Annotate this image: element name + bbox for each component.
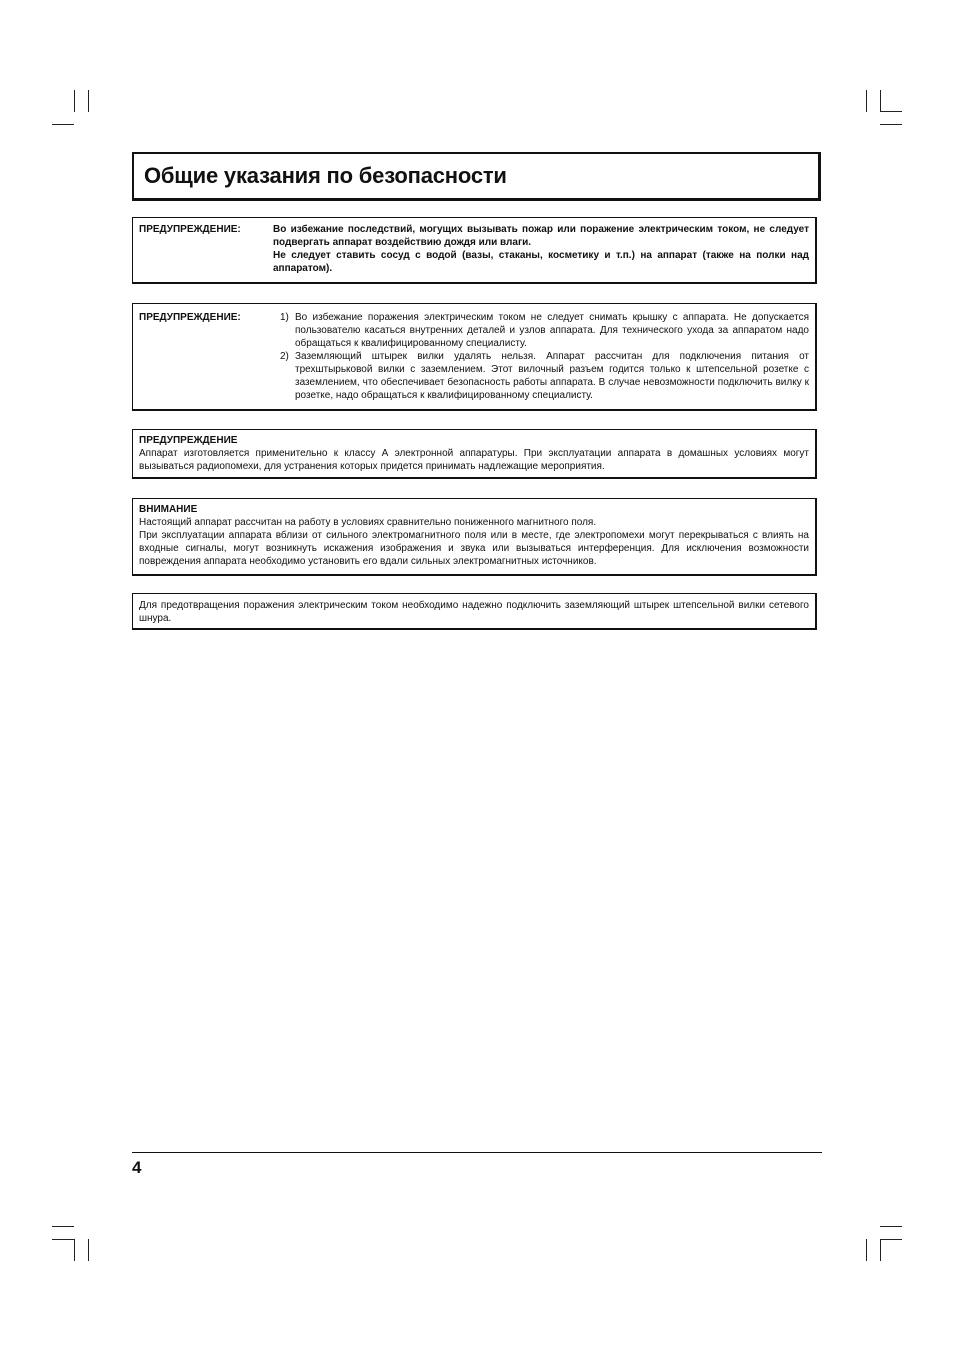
caution-box	[132, 498, 817, 576]
list-item	[280, 311, 809, 350]
caution-label: ВНИМАНИЕ	[139, 504, 198, 515]
caution-text: При эксплуатации аппарата вблизи от сильного электромагнитного поля или в месте, где электропомехи могут перекрываться с влиять на входные сигналы, могут возникнуть искажения изображения и звука или вызываться интерференция. Для исключения возможности повреждения аппарата необходимо установить его вдали сильных электромагнитных источников.	[139, 530, 809, 567]
warning-text: Не следует ставить сосуд с водой (вазы, стаканы, косметику и т.п.) на аппарат (также на полки над аппаратом).	[273, 250, 809, 274]
caution-text: Настоящий аппарат рассчитан на работу в условиях сравнительно пониженного магнитного поля.	[139, 517, 597, 528]
note-box	[132, 593, 817, 630]
footer-rule	[132, 1152, 822, 1153]
warning-text: Во избежание последствий, могущих вызывать пожар или поражение электрическим током, не следует подвергать аппарат воздействию дождя или влаги.	[273, 224, 809, 248]
warning-text: Аппарат изготовляется применительно к классу А электронной аппаратуры. При эксплуатации аппарата в домашных условиях могут вызываться радиопомехи, для устранения которых придется принимать надлежащие мероприятия.	[139, 448, 809, 472]
list-text: Заземляющий штырек вилки удалять нельзя. Аппарат рассчитан для подключения питания от трехштырьковой вилки с заземлением. Этот вилочный разъем годится только к штепсельной розетке с заземлением, что обеспечивает безопасность работы аппарата. В случае невозможности подключить вилку к розетке, надо обращаться к квалифицированному специалисту.	[295, 351, 809, 401]
warning-box-1	[132, 217, 817, 284]
list-item	[280, 350, 809, 402]
list-number: 2)	[280, 351, 289, 362]
list-number: 1)	[280, 312, 289, 323]
page-title: Общие указания по безопасности	[144, 163, 507, 188]
note-text: Для предотвращения поражения электрическим током необходимо надежно подключить заземляющий штырек штепсельной вилки сетевого шнура.	[139, 600, 809, 624]
page-number: 4	[132, 1158, 142, 1177]
list-text: Во избежание поражения электрическим током не следует снимать крышку с аппарата. Не допускается пользователю касаться внутренних деталей и узлов аппарата. Для технического ухода за аппаратом надо обращаться к квалифицированному специалисту.	[295, 312, 809, 349]
warning-label: ПРЕДУПРЕЖДЕНИЕ:	[139, 224, 241, 235]
warning-label: ПРЕДУПРЕЖДЕНИЕ	[139, 435, 238, 446]
title-box	[132, 152, 821, 201]
warning-box-2	[132, 303, 817, 411]
warning-label: ПРЕДУПРЕЖДЕНИЕ:	[139, 312, 241, 323]
warning-box-3	[132, 429, 817, 479]
